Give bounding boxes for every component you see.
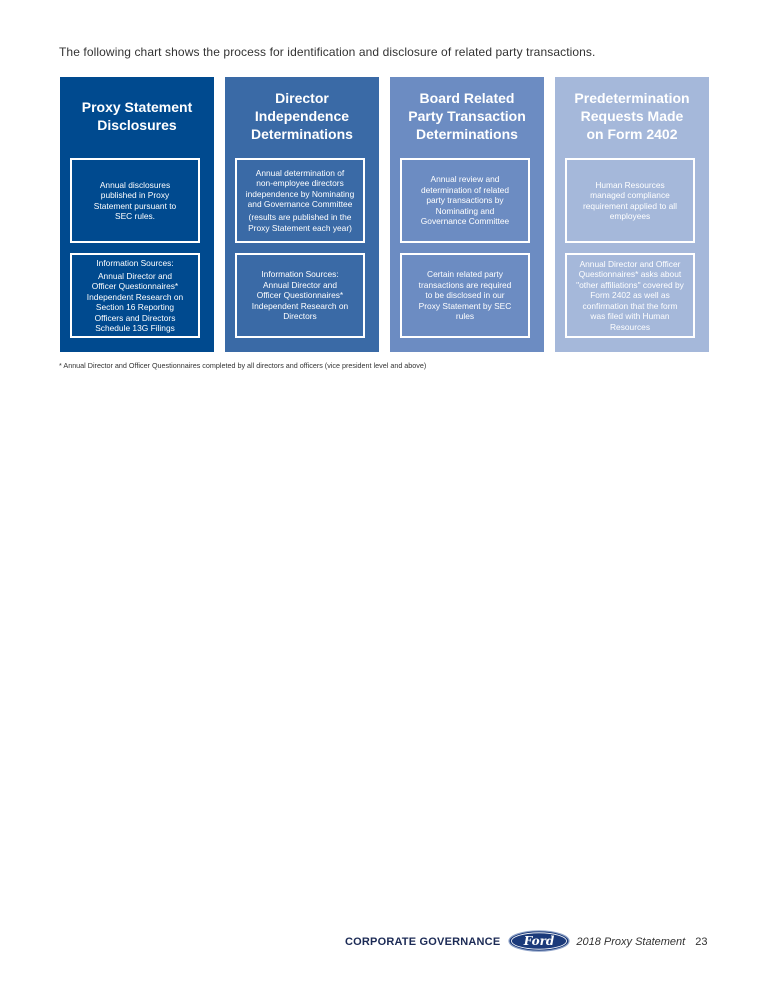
column-title: Proxy Statement Disclosures — [81, 99, 193, 133]
box-text: (results are published in the Proxy Statement each year) — [248, 212, 352, 233]
column-box-top — [235, 158, 365, 243]
box-text: Human Resources managed compliance requirement applied to all employees — [582, 179, 678, 221]
svg-text:Ford: Ford — [524, 933, 555, 948]
box-text: Annual disclosures published in Proxy Statement pursuant to SEC rules. — [93, 179, 177, 221]
column-title: Board Related Party Transaction Determinations — [408, 90, 526, 142]
column-board-related-party — [390, 77, 544, 352]
footer-section-title: CORPORATE GOVERNANCE — [345, 936, 501, 948]
column-box-top — [70, 158, 200, 243]
box-text: Information Sources: — [96, 257, 174, 268]
footnote: * Annual Director and Officer Questionnaires completed by all directors and officers (vice president level and above) — [59, 361, 427, 370]
box-text: Annual Director and Officer Questionnaires* Independent Research on Section 16 Reporting Officers and Directors Schedule 13G Filings — [86, 270, 184, 334]
footer-document-title: 2018 Proxy Statement — [576, 936, 686, 948]
column-box-bottom — [400, 253, 530, 338]
column-box-bottom — [235, 253, 365, 338]
column-title: Director Independence Determinations — [251, 90, 353, 142]
box-text: Annual Director and Officer Questionnaires* asks about "other affiliations" covered by Form 2402 as well as confirmation that the form was filed with Human Resources — [576, 259, 684, 332]
column-director-independence — [225, 77, 379, 352]
column-proxy-statement-disclosures — [60, 77, 214, 352]
column-box-bottom — [565, 253, 695, 338]
box-text: Annual determination of non-employee directors independence by Nominating and Governance Committee — [245, 167, 355, 209]
box-text: Certain related party transactions are required to be disclosed in our Proxy Statement by SEC rules — [418, 269, 512, 322]
column-box-top — [400, 158, 530, 243]
page-number: 23 — [695, 936, 708, 948]
column-predetermination-requests — [555, 77, 709, 352]
column-box-bottom — [70, 253, 200, 338]
box-text: Annual review and determination of related party transactions by Nominating and Governance Committee — [420, 174, 510, 227]
column-box-top — [565, 158, 695, 243]
box-text: Information Sources: Annual Director and Officer Questionnaires* Independent Research on Directors — [251, 269, 349, 322]
ford-logo-icon — [508, 930, 570, 955]
column-title: Predetermination Requests Made on Form 2402 — [574, 90, 690, 142]
page-footer — [345, 932, 725, 952]
intro-text: The following chart shows the process for identification and disclosure of related party transactions. — [59, 45, 596, 59]
